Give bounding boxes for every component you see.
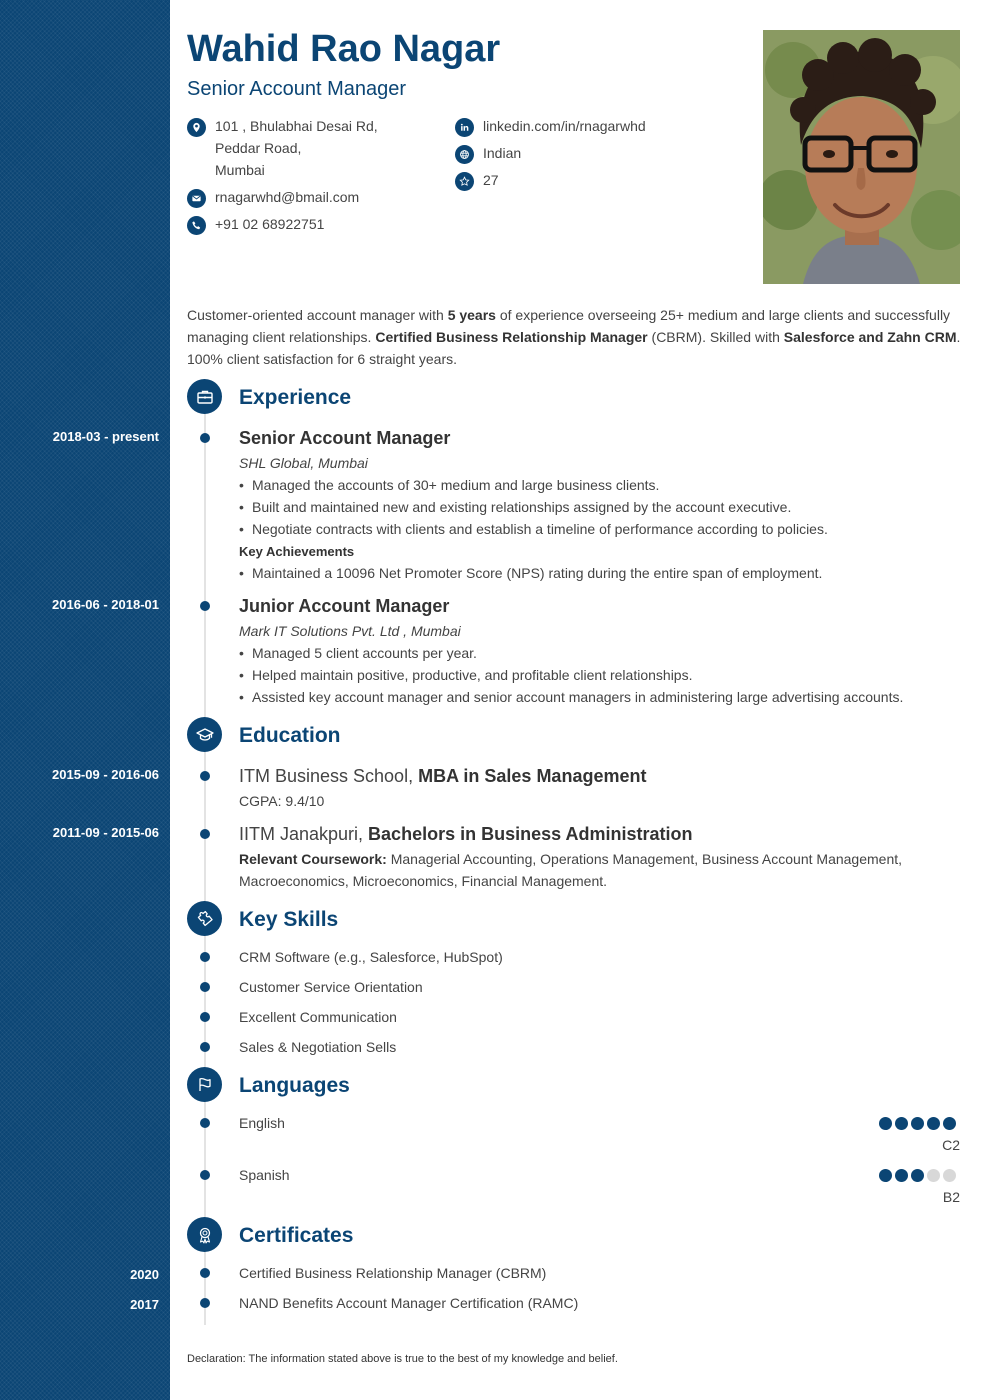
job-2-bullet-2: • Helped maintain positive, productive, and profitable client relationships. xyxy=(239,667,692,683)
rating-dot xyxy=(943,1117,956,1130)
flag-icon xyxy=(187,1067,222,1102)
job-title-2: Junior Account Manager xyxy=(239,596,450,616)
job-1-bullet-2: • Built and maintained new and existing relationships assigned by the account executive. xyxy=(239,499,791,515)
language-level-spanish: B2 xyxy=(942,1189,960,1205)
section-title-languages: Languages xyxy=(239,1074,350,1097)
experience-date-1: 2018-03 - present xyxy=(52,429,159,444)
education-2-coursework: Relevant Coursework: Managerial Accounting, Operations Management, Business Account Management, Macroeconomics, Microeconomics, Financial Management. xyxy=(239,851,903,889)
skill-item: Customer Service Orientation xyxy=(239,979,423,995)
location-pin-icon xyxy=(187,118,206,137)
certificate-2: NAND Benefits Account Manager Certification (RAMC) xyxy=(239,1295,579,1311)
timeline-dot xyxy=(200,1298,210,1308)
job-2-bullet-1: • Managed 5 client accounts per year. xyxy=(239,645,477,661)
address xyxy=(215,115,378,181)
star-icon xyxy=(455,172,474,191)
timeline-dot xyxy=(200,829,210,839)
linkedin-link[interactable]: linkedin.com/in/rnagarwhd xyxy=(483,118,646,134)
skill-item: CRM Software (e.g., Salesforce, HubSpot) xyxy=(239,949,503,965)
section-title-experience: Experience xyxy=(239,386,352,409)
graduation-cap-icon xyxy=(187,717,222,752)
rating-dot xyxy=(911,1117,924,1130)
education-date-1: 2015-09 - 2016-06 xyxy=(52,767,159,782)
candidate-title: Senior Account Manager xyxy=(187,78,407,100)
language-level-english: C2 xyxy=(942,1137,960,1153)
timeline-line xyxy=(204,400,206,1325)
language-name-spanish: Spanish xyxy=(239,1167,290,1183)
job-1-bullet-1: • Managed the accounts of 30+ medium and large business clients. xyxy=(239,477,659,493)
education-2: IITM Janakpuri, Bachelors in Business Administration xyxy=(239,824,693,844)
timeline-dot xyxy=(200,1012,210,1022)
section-title-education: Education xyxy=(239,724,341,747)
certificate-year-1: 2020 xyxy=(130,1267,159,1282)
language-rating-spanish xyxy=(879,1169,956,1182)
declaration: Declaration: The information stated above is true to the best of my knowledge and belief. xyxy=(187,1353,618,1365)
award-ribbon-icon xyxy=(187,1217,222,1252)
timeline-dot xyxy=(200,952,210,962)
section-title-certificates: Certificates xyxy=(239,1224,354,1247)
rating-dot xyxy=(927,1117,940,1130)
linkedin-icon xyxy=(455,118,474,137)
rating-dot xyxy=(879,1117,892,1130)
language-rating-english xyxy=(879,1117,956,1130)
company-2: Mark IT Solutions Pvt. Ltd , Mumbai xyxy=(239,623,461,639)
job-1-achievement-1: • Maintained a 10096 Net Promoter Score (NPS) rating during the entire span of employment. xyxy=(239,565,822,581)
profile-photo xyxy=(763,30,960,284)
education-1-detail: CGPA: 9.4/10 xyxy=(239,793,325,809)
address-line-3: Mumbai xyxy=(215,162,265,178)
timeline-dot xyxy=(200,1042,210,1052)
email-link[interactable]: rnagarwhd@bmail.com xyxy=(215,189,360,205)
timeline-dot xyxy=(200,433,210,443)
address-line-1: 101 , Bhulabhai Desai Rd, xyxy=(215,118,378,134)
rating-dot xyxy=(943,1169,956,1182)
phone-icon xyxy=(187,216,206,235)
timeline-dot xyxy=(200,1170,210,1180)
timeline-dot xyxy=(200,1118,210,1128)
skill-item: Sales & Negotiation Sells xyxy=(239,1039,397,1055)
rating-dot xyxy=(927,1169,940,1182)
certificate-1: Certified Business Relationship Manager (CBRM) xyxy=(239,1265,547,1281)
key-achievements-label: Key Achievements xyxy=(239,544,355,559)
rating-dot xyxy=(895,1117,908,1130)
experience-date-2: 2016-06 - 2018-01 xyxy=(52,597,159,612)
skill-item: Excellent Communication xyxy=(239,1009,397,1025)
company-1: SHL Global, Mumbai xyxy=(239,455,368,471)
address-line-2: Peddar Road, xyxy=(215,140,302,156)
section-title-skills: Key Skills xyxy=(239,908,339,931)
profile-summary: Customer-oriented account manager with 5 years of experience overseeing 25+ medium and large clients and successfully managing client relationships. Certified Business Relationship Manager (CBRM). Skilled with Salesforce and Zahn CRM. 100% client satisfaction for 6 straight years. xyxy=(187,307,961,367)
nationality: Indian xyxy=(483,145,522,161)
timeline-dot xyxy=(200,1268,210,1278)
email-icon xyxy=(187,189,206,208)
rating-dot xyxy=(911,1169,924,1182)
briefcase-icon xyxy=(187,379,222,414)
job-2-bullet-3: • Assisted key account manager and senior account managers in administering large advertising accounts. xyxy=(239,689,903,705)
certificate-year-2: 2017 xyxy=(130,1297,159,1312)
rating-dot xyxy=(879,1169,892,1182)
candidate-name: Wahid Rao Nagar xyxy=(187,28,501,70)
education-1: ITM Business School, MBA in Sales Management xyxy=(239,766,647,786)
timeline-dot xyxy=(200,982,210,992)
age: 27 xyxy=(483,172,499,188)
job-title-1: Senior Account Manager xyxy=(239,428,451,448)
rating-dot xyxy=(895,1169,908,1182)
timeline-dot xyxy=(200,601,210,611)
job-1-bullet-3: • Negotiate contracts with clients and establish a timeline of performance according to policies. xyxy=(239,521,828,537)
phone-number[interactable]: +91 02 68922751 xyxy=(215,216,325,232)
timeline-dot xyxy=(200,771,210,781)
language-name-english: English xyxy=(239,1115,285,1131)
sidebar xyxy=(0,0,170,1400)
education-date-2: 2011-09 - 2015-06 xyxy=(52,825,159,840)
puzzle-icon xyxy=(187,901,222,936)
globe-icon xyxy=(455,145,474,164)
